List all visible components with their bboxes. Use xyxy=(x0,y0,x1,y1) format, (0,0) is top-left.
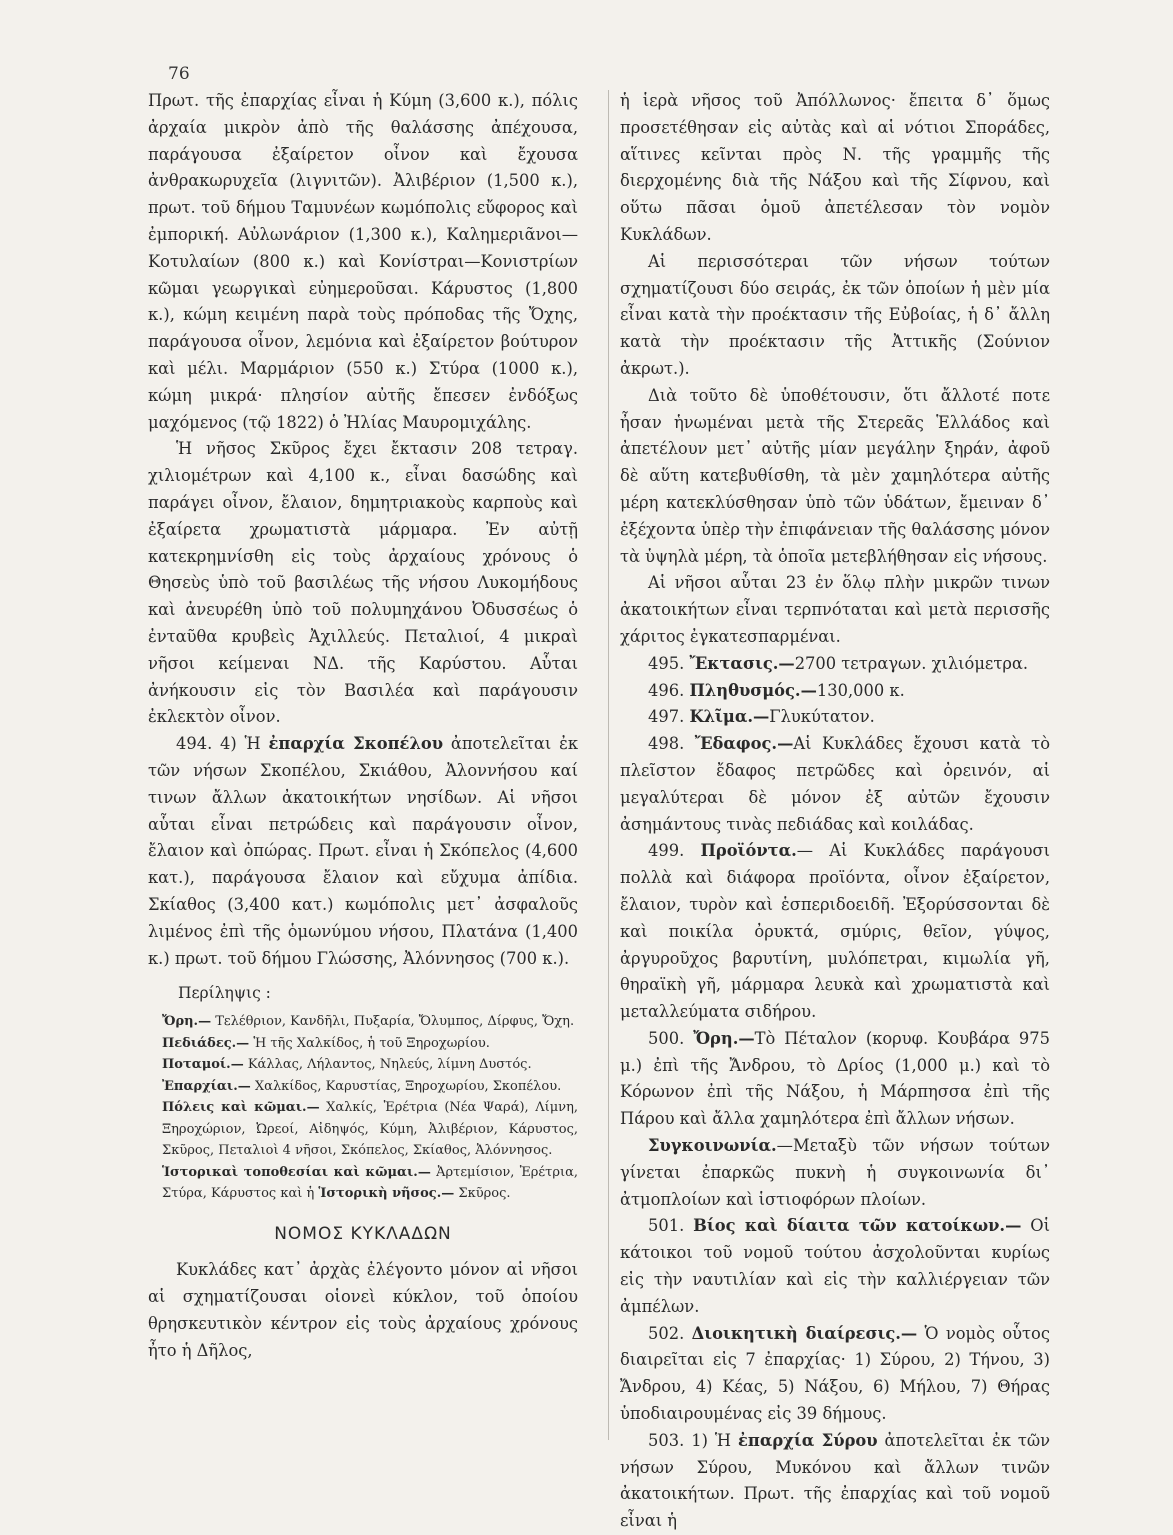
item-text: Γλυκύτατον. xyxy=(769,707,875,727)
item-heading: Προϊόντα. xyxy=(700,841,797,861)
summary-label: Πεδιάδες.— xyxy=(162,1035,250,1051)
summary-label: Πόλεις καὶ κῶμαι.— xyxy=(162,1100,320,1116)
item-heading: Ἔδαφος.— xyxy=(694,734,794,754)
item-text: Ὁ νομὸς οὗτος διαιρεῖται εἰς 7 ἐπαρχίας· 1) Σύρου, 2) Τήνου, 3) Ἄνδρου, 4) Κέας, 5) Νάξου, 6) Μήλου, 7) Θήρας ὑποδιαιρουμένας εἰς 39 δήμους. xyxy=(620,1323,1050,1424)
summary-text: Χαλκίδος, Καρυστίας, Ξηροχωρίου, Σκοπέλου. xyxy=(254,1078,562,1094)
summary-label: Ὄρη.— xyxy=(162,1014,212,1030)
item-number: 497. xyxy=(648,707,685,727)
item-number: 502. xyxy=(648,1323,685,1343)
item-500 xyxy=(620,1026,1050,1133)
item-498 xyxy=(620,731,1050,838)
summary-text: Ἀρτεμίσιον, Ἐρέτρια, Στύρα, Κάρυστος καὶ ἡ xyxy=(162,1164,579,1202)
item-text: —Μεταξὺ τῶν νήσων τούτων γίνεται ἐπαρκῶς πυκνὴ ἡ συγκοινωνία δι᾽ ἀτμοπλοίων καὶ ἱστιοφόρων πλοίων. xyxy=(620,1136,1050,1209)
item-heading: ἐπαρχία Σκοπέλου xyxy=(268,734,444,754)
item-heading: Διοικητικὴ διαίρεσις.— xyxy=(691,1323,918,1343)
page-number: 76 xyxy=(168,64,190,84)
paragraph: Αἱ περισσότεραι τῶν νήσων τούτων σχηματίζουσι δύο σειράς, ἐκ τῶν ὁποίων ἡ μὲν μία εἶναι κατὰ τὴν προέκτασιν τῆς Εὐβοίας, ἡ δ᾽ ἄλλη κατὰ τὴν προέκτασιν τῆς Ἀττικῆς (Σούνιον ἀκρωτ.). xyxy=(620,251,1050,378)
summary-item xyxy=(148,1011,578,1033)
item-number: 495. xyxy=(648,653,685,673)
section-title: ΝΟΜΟΣ ΚΥΚΛΑΔΩΝ xyxy=(274,1223,452,1244)
paragraph: Κυκλάδες κατ᾽ ἀρχὰς ἐλέγοντο μόνον αἱ νῆσοι αἱ σχηματίζουσαι οἱονεὶ κύκλον, τοῦ ὁποίου θρησκευτικὸν κέντρον εἰς τοὺς ἀρχαίους χρόνους ἦτο ἡ Δῆλος, xyxy=(148,1260,578,1360)
item-heading: Ὄρη.— xyxy=(693,1028,755,1048)
item-495 xyxy=(620,651,1050,678)
item-number: 500. xyxy=(648,1028,685,1048)
paragraph-494 xyxy=(148,731,578,972)
item-heading: Κλῖμα.— xyxy=(689,707,770,727)
item-heading: Ἔκτασις.— xyxy=(689,653,795,673)
item-496 xyxy=(620,678,1050,705)
summary-item xyxy=(148,1054,578,1076)
paragraph: Ἡ νῆσος Σκῦρος ἔχει ἔκτασιν 208 τετραγ. χιλιομέτρων καὶ 4,100 κ., εἶναι δασώδης καὶ παράγει οἶνον, ἔλαιον, δημητριακοὺς καρποὺς καὶ ἐξαίρετα χρωματιστὰ μάρμαρα. Ἐν αὐτῇ κατεκρημνίσθη εἰς τοὺς ἀρχαίους χρόνους ὁ Θησεὺς ὑπὸ τοῦ βασιλέως τῆς νήσου Λυκομήδους καὶ ἀνευρέθη ὑπὸ τοῦ πολυμηχάνου Ὀδυσσέως ὁ ἐνταῦθα κρυβεὶς Ἀχιλλεύς. Πεταλιοί, 4 μικραὶ νῆσοι κείμεναι ΝΔ. τῆς Καρύστου. Αὗται ἀνήκουσιν εἰς τὸν Βασιλέα καὶ παράγουσιν ἐκλεκτὸν οἶνον. xyxy=(148,439,578,727)
summary-text: Χαλκίς, Ἐρέτρια (Νέα Ψαρά), Λίμνη, Ξηροχώριον, Ὠρεοί, Αἰδηψός, Κύμη, Ἀλιβέριον, Κάρυστος, Σκῦρος, Πεταλιοὶ 4 νῆσοι, Σκόπελος, Σκίαθος, Ἀλόννησος. xyxy=(162,1100,578,1159)
item-text: Αἱ Κυκλάδες ἔχουσι κατὰ τὸ πλεῖστον ἔδαφος πετρῶδες καὶ ὀρεινόν, αἱ μεγαλύτεραι δὲ μόνον ἐξ αὐτῶν ἔχουσιν ἀσημάντους τινὰς πεδιάδας καὶ κοιλάδας. xyxy=(620,734,1050,834)
item-number: 494. 4) Ἡ xyxy=(176,734,261,754)
item-heading: Βίος καὶ δίαιτα τῶν κατοίκων.— xyxy=(693,1216,1022,1236)
summary-text: Κάλλας, Λήλαντος, Νηλεύς, λίμνη Δυστός. xyxy=(247,1057,532,1073)
item-text: Τὸ Πέταλον (κορυφ. Κουβάρα 975 μ.) ἐπὶ τῆς Ἄνδρου, τὸ Δρίος (1,000 μ.) καὶ τὸ Κόρωνον ἐπὶ τῆς Νάξου, ἡ Μάρπησσα ἐπὶ τῆς Πάρου καὶ ἄλλα χαμηλότερα ἐπὶ ἄλλων νήσων. xyxy=(620,1028,1050,1129)
summary-text: Σκῦρος. xyxy=(458,1186,511,1202)
item-communication xyxy=(620,1133,1050,1213)
left-column xyxy=(148,88,578,1365)
paragraph: Διὰ τοῦτο δὲ ὑποθέτουσιν, ὅτι ἄλλοτέ ποτε ἦσαν ἡνωμέναι μετὰ τῆς Στερεᾶς Ἑλλάδος καὶ ἀπετέλουν μετ᾽ αὐτῆς μίαν μεγάλην ξηράν, ἀφοῦ δὲ αὕτη κατεβυθίσθη, τὰ μὲν χαμηλότερα αὐτῆς μέρη κατεκλύσθησαν ὑπὸ τῶν ὑδάτων, ἔμειναν δ᾽ ἐξέχοντα ὑπὲρ τὴν ἐπιφάνειαν τῆς θαλάσσης μόνον τὰ ὑψηλὰ μέρη, τὰ ὁποῖα μετεβλήθησαν εἰς νήσους. xyxy=(620,385,1050,566)
item-number: 498. xyxy=(648,734,685,754)
summary-item xyxy=(148,1033,578,1055)
item-499 xyxy=(620,838,1050,1026)
summary-label: Ἱστορικαὶ τοποθεσίαι καὶ κῶμαι.— xyxy=(162,1164,431,1180)
item-501 xyxy=(620,1213,1050,1320)
item-number: 501. xyxy=(648,1216,685,1236)
item-text: — Αἱ Κυκλάδες παράγουσι πολλὰ καὶ διάφορα προϊόντα, οἶνον ἐξαίρετον, ἔλαιον, τυρὸν καὶ ἑσπεριδοειδῆ. Ἐξορύσσονται δὲ καὶ ποικίλα ὀρυκτά, σμύρις, θεῖον, γύψος, ἀργυροῦχος βαρυτίνη, μυλόπετραι, κιμωλία γῆ, θηραϊκὴ γῆ, μάρμαρα λευκὰ καὶ χρωματιστὰ καὶ μεταλλεύματα σιδήρου. xyxy=(620,841,1050,1022)
item-number: 503. 1) Ἡ xyxy=(648,1430,732,1450)
summary-heading: Περίληψις : xyxy=(178,984,271,1003)
summary-label: Ἐπαρχίαι.— xyxy=(162,1078,251,1094)
paragraph: ἡ ἱερὰ νῆσος τοῦ Ἀπόλλωνος· ἔπειτα δ᾽ ὅμως προσετέθησαν εἰς αὐτὰς καὶ αἱ νότιοι Σποράδες, αἵτινες κεῖνται πρὸς Ν. τῆς γραμμῆς τῆς διερχομένης διὰ τῆς Νάξου καὶ τῆς Σίφνου, καὶ οὕτω πᾶσαι ὁμοῦ ἀπετέλεσαν τὸν νομὸν Κυκλάδων. xyxy=(620,91,1050,244)
column-divider xyxy=(608,90,609,1440)
item-number: 499. xyxy=(648,841,685,861)
summary-item xyxy=(148,1162,578,1205)
item-text: 130,000 κ. xyxy=(816,680,905,700)
item-heading: ἐπαρχία Σύρου xyxy=(738,1430,878,1450)
summary-text: Ἡ τῆς Χαλκίδος, ἡ τοῦ Ξηροχωρίου. xyxy=(253,1035,490,1051)
right-column xyxy=(620,88,1050,1535)
summary-label: Ἱστορικὴ νῆσος.— xyxy=(318,1186,455,1202)
paragraph: Αἱ νῆσοι αὗται 23 ἐν ὅλῳ πλὴν μικρῶν τινων ἀκατοικήτων εἶναι τερπνόταται καὶ μετὰ περισσῆς χάριτος ἐγκατεσπαρμέναι. xyxy=(620,573,1050,646)
item-502 xyxy=(620,1321,1050,1428)
item-text: 2700 τετραγων. χιλιόμετρα. xyxy=(794,653,1029,673)
summary-text: Τελέθριον, Κανδῆλι, Πυξαρία, Ὄλυμπος, Δίρφυς, Ὄχη. xyxy=(215,1014,575,1030)
summary-label: Ποταμοί.— xyxy=(162,1057,244,1073)
item-497 xyxy=(620,704,1050,731)
item-text: ἀποτελεῖται ἐκ τῶν νήσων Σκοπέλου, Σκιάθου, Ἀλοννήσου καί τινων ἄλλων ἀκατοικήτων νησίδων. Αἱ νῆσοι αὗται εἶναι πετρώδεις καὶ παράγουσιν οἶνον, ἔλαιον καὶ ὀπώρας. Πρωτ. εἶναι ἡ Σκόπελος (4,600 κατ.), παράγουσα ἔλαιον καὶ εὔχυμα ἀπίδια. Σκίαθος (3,400 κατ.) κωμόπολις μετ᾽ ἀσφαλοῦς λιμένος ἐπὶ τῆς ὁμωνύμου νήσου, Πλατάνα (1,400 κ.) πρωτ. τοῦ δήμου Γλώσσης, Ἀλόννησος (700 κ.). xyxy=(148,734,578,968)
paragraph: Πρωτ. τῆς ἐπαρχίας εἶναι ἡ Κύμη (3,600 κ.), πόλις ἀρχαία μικρὸν ἀπὸ τῆς θαλάσσης ἀπέχουσα, παράγουσα ἐξαίρετον οἶνον καὶ ἔχουσα ἀνθρακωρυχεῖα (λιγνιτῶν). Ἀλιβέριον (1,500 κ.), πρωτ. τοῦ δήμου Ταμυνέων κωμόπολις εὔφορος καὶ ἐμπορική. Αὐλωνάριον (1,300 κ.), Καλημεριᾶνοι—Κοτυλαίων (800 κ.) καὶ Κονίστραι—Κονιστρίων κῶμαι γεωργικαὶ εὐημεροῦσαι. Κάρυστος (1,800 κ.), κώμη κειμένη παρὰ τοὺς πρόποδας τῆς Ὄχης, παράγουσα οἶνον, λεμόνια καὶ ἐξαίρετον βούτυρον καὶ μέλι. Μαρμάριον (550 κ.) Στύρα (1000 κ.), κώμη μικρά· πλησίον αὐτῆς ἔπεσεν ἐνδόξως μαχόμενος (τῷ 1822) ὁ Ἠλίας Μαυρομιχάλης. xyxy=(148,91,578,432)
item-text: Οἱ κάτοικοι τοῦ νομοῦ τούτου ἀσχολοῦνται κυρίως εἰς τὴν ναυτιλίαν καὶ εἰς τὴν καλλιέργειαν τῶν ἀμπέλων. xyxy=(620,1216,1050,1316)
summary-item xyxy=(148,1097,578,1162)
item-503 xyxy=(620,1428,1050,1535)
item-heading: Πληθυσμός.— xyxy=(689,680,817,700)
item-text: ἀποτελεῖται ἐκ τῶν νήσων Σύρου, Μυκόνου καὶ ἄλλων τινῶν ἀκατοικήτων. Πρωτ. τῆς ἐπαρχίας καὶ τοῦ νομοῦ εἶναι ἡ xyxy=(620,1430,1051,1531)
summary-item xyxy=(148,1076,578,1098)
item-heading: Συγκοινωνία. xyxy=(648,1136,777,1156)
item-number: 496. xyxy=(648,680,685,700)
